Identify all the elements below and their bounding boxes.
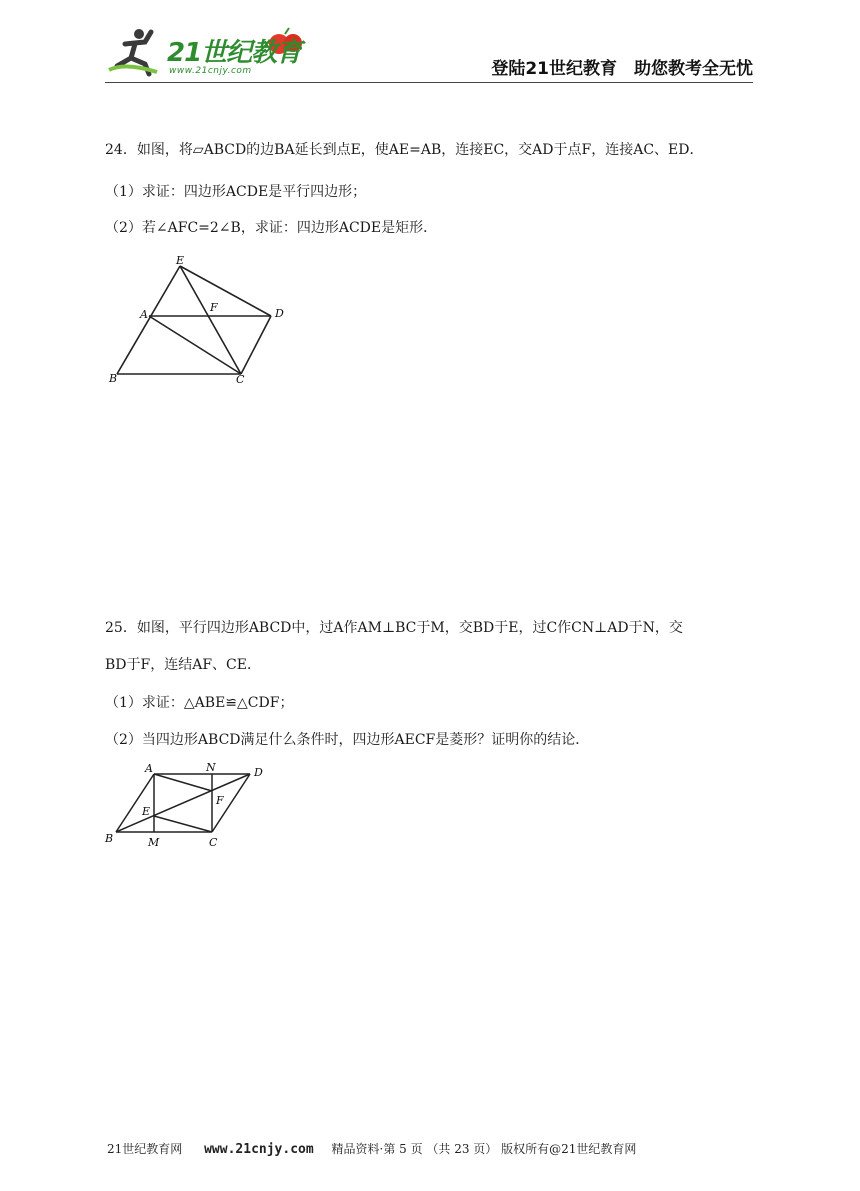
problem-25-part-2: （2）当四边形ABCD满足什么条件时，四边形AECF是菱形？证明你的结论． [105, 732, 590, 748]
label-24-D: D [275, 307, 284, 320]
label-25-F: F [216, 794, 224, 807]
problem-25-part-1: （1）求证：△ABE≌△CDF； [105, 695, 294, 711]
page-header [105, 22, 753, 84]
footer-site-link[interactable]: www.21cnjy.com [204, 1142, 314, 1157]
problem-25-stem-line-2: BD于F，连结AF、CE． [105, 657, 261, 673]
problem-24-stem: 24．如图，将▱ABCD的边BA延长到点E，使AE=AB，连接EC，交AD于点F，连接AC、ED． [105, 142, 704, 158]
label-24-A: A [140, 308, 148, 321]
label-25-C: C [209, 836, 218, 849]
label-24-E: E [176, 254, 185, 267]
label-24-F: F [210, 301, 218, 314]
label-25-E: E [142, 805, 151, 818]
problem-24-figure [100, 250, 300, 390]
problem-24-part-2: （2）若∠AFC=2∠B，求证：四边形ACDE是矩形． [105, 220, 438, 236]
label-24-B: B [109, 372, 118, 385]
figure-25-lines [116, 774, 250, 832]
site-logo[interactable] [105, 26, 315, 78]
problem-25-stem-line-1: 25．如图，平行四边形ABCD中，过A作AM⊥BC于M，交BD于E，过C作CN⊥AD于N，交 [105, 620, 683, 636]
label-25-M: M [148, 836, 160, 849]
runner-icon [105, 26, 165, 78]
problem-24-part-1: （1）求证：四边形ACDE是平行四边形； [105, 184, 367, 200]
header-divider [105, 82, 753, 83]
header-slogan: 登陆21世纪教育 助您教考全无忧 [491, 59, 753, 79]
footer-page-info: 精品资料·第 5 页 （共 23 页） 版权所有@21世纪教育网 [331, 1142, 637, 1156]
logo-url: www.21cnjy.com [169, 66, 252, 76]
label-25-B: B [105, 832, 114, 845]
label-25-D: D [254, 766, 263, 779]
label-25-N: N [206, 761, 216, 774]
logo-text: 21世纪教育 [167, 38, 302, 68]
label-25-A: A [145, 762, 153, 775]
footer-brand: 21世纪教育网 [107, 1142, 183, 1156]
page-footer [107, 1140, 636, 1157]
label-24-C: C [236, 373, 245, 386]
problem-25-figure [100, 758, 275, 853]
